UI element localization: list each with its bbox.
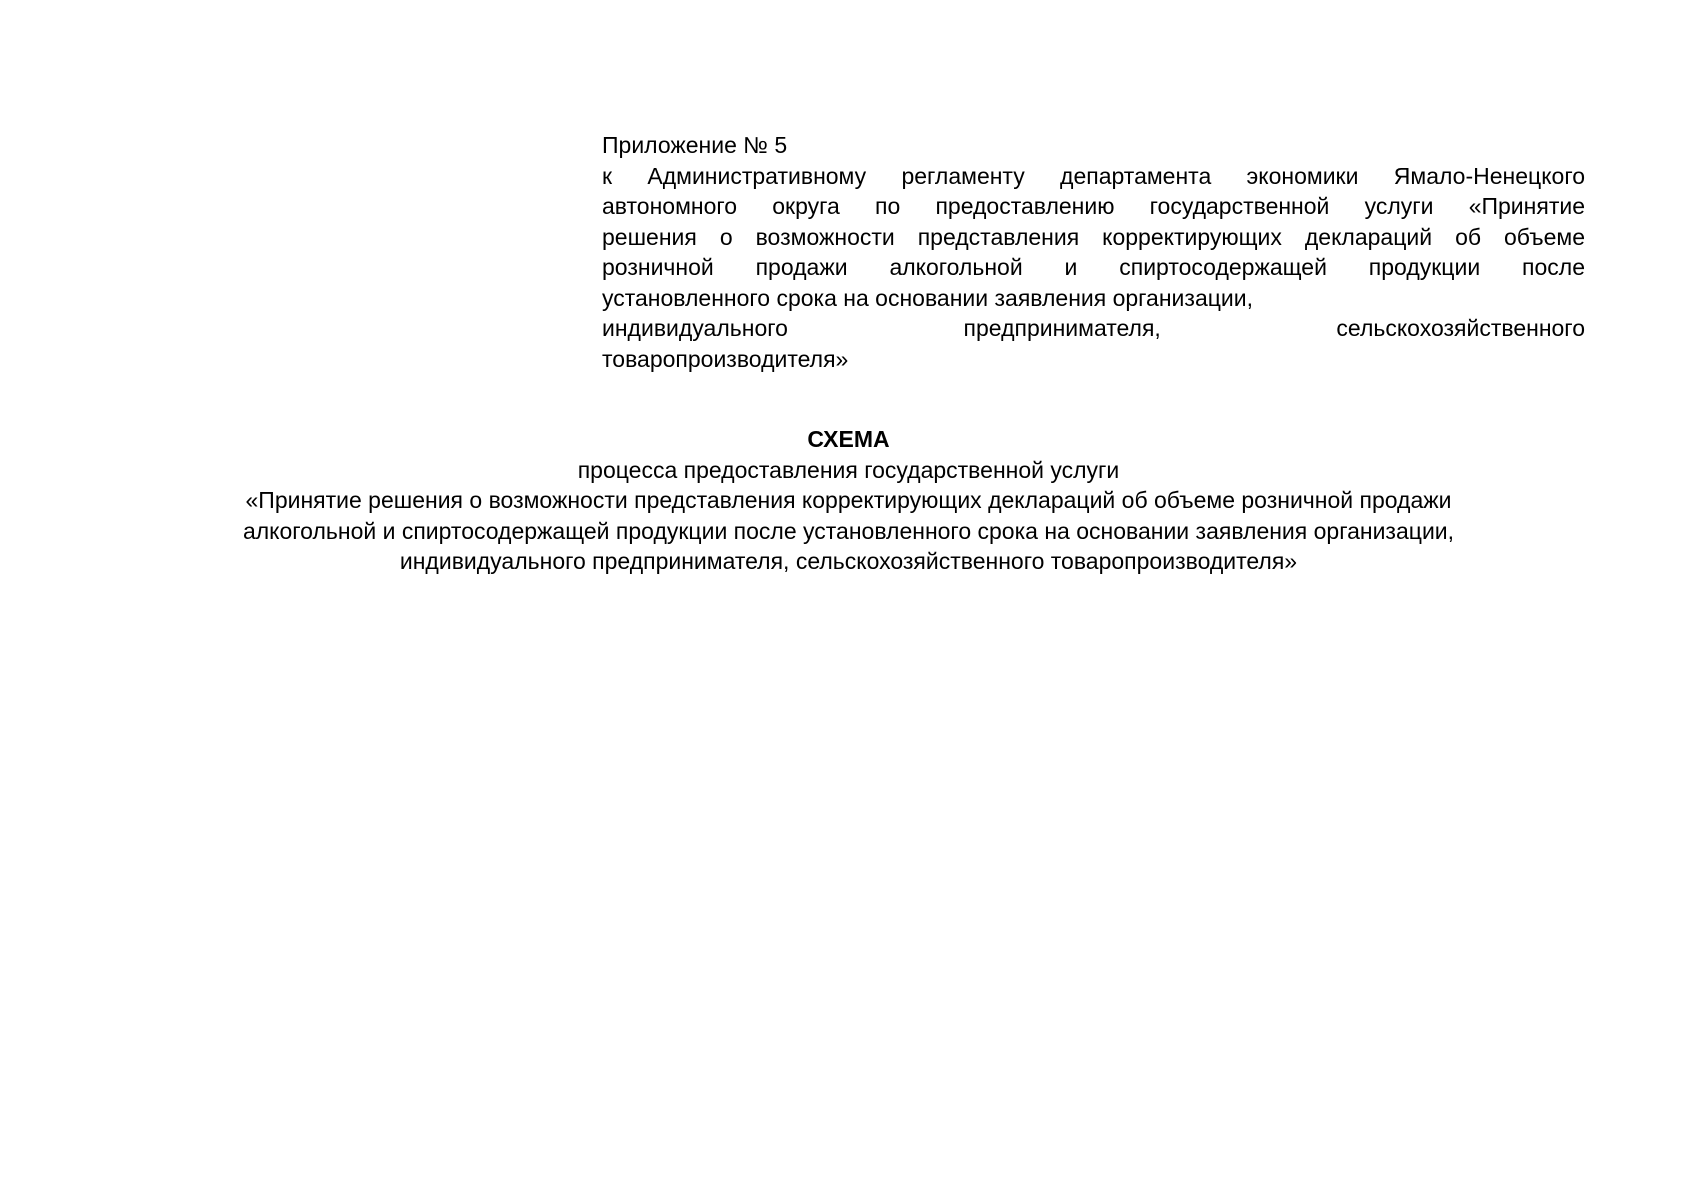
appendix-line: товаропроизводителя» [602, 345, 849, 372]
scheme-line: алкогольной и спиртосодержащей продукции после установленного срока на основании заявления организации, [242, 517, 1455, 544]
appendix-line: к Административному регламенту департамента экономики Ямало-Ненецкого [602, 162, 1585, 189]
appendix-line: автономного округа по предоставлению государственной услуги «Принятие [602, 193, 1585, 219]
appendix-line: установленного срока на основании заявления организации, [602, 284, 1253, 311]
scheme-line: индивидуального предпринимателя, сельскохозяйственного товаропроизводителя» [399, 548, 1298, 574]
appendix-line: индивидуального предпринимателя, сельскохозяйственного [602, 315, 1585, 341]
scheme-line: «Принятие решения о возможности представления корректирующих деклараций об объеме розничной продажи [245, 487, 1452, 513]
appendix-body [602, 161, 1585, 375]
appendix-title: Приложение № 5 [602, 132, 788, 158]
scheme-block [100, 424, 1597, 577]
scheme-subtitle: процесса предоставления государственной услуги [577, 456, 1120, 483]
appendix-line: решения о возможности представления корректирующих деклараций об объеме [602, 223, 1585, 250]
appendix-block [602, 130, 1585, 374]
scheme-title: СХЕМА [807, 426, 890, 452]
appendix-line: розничной продажи алкогольной и спиртосодержащей продукции после [602, 254, 1585, 280]
